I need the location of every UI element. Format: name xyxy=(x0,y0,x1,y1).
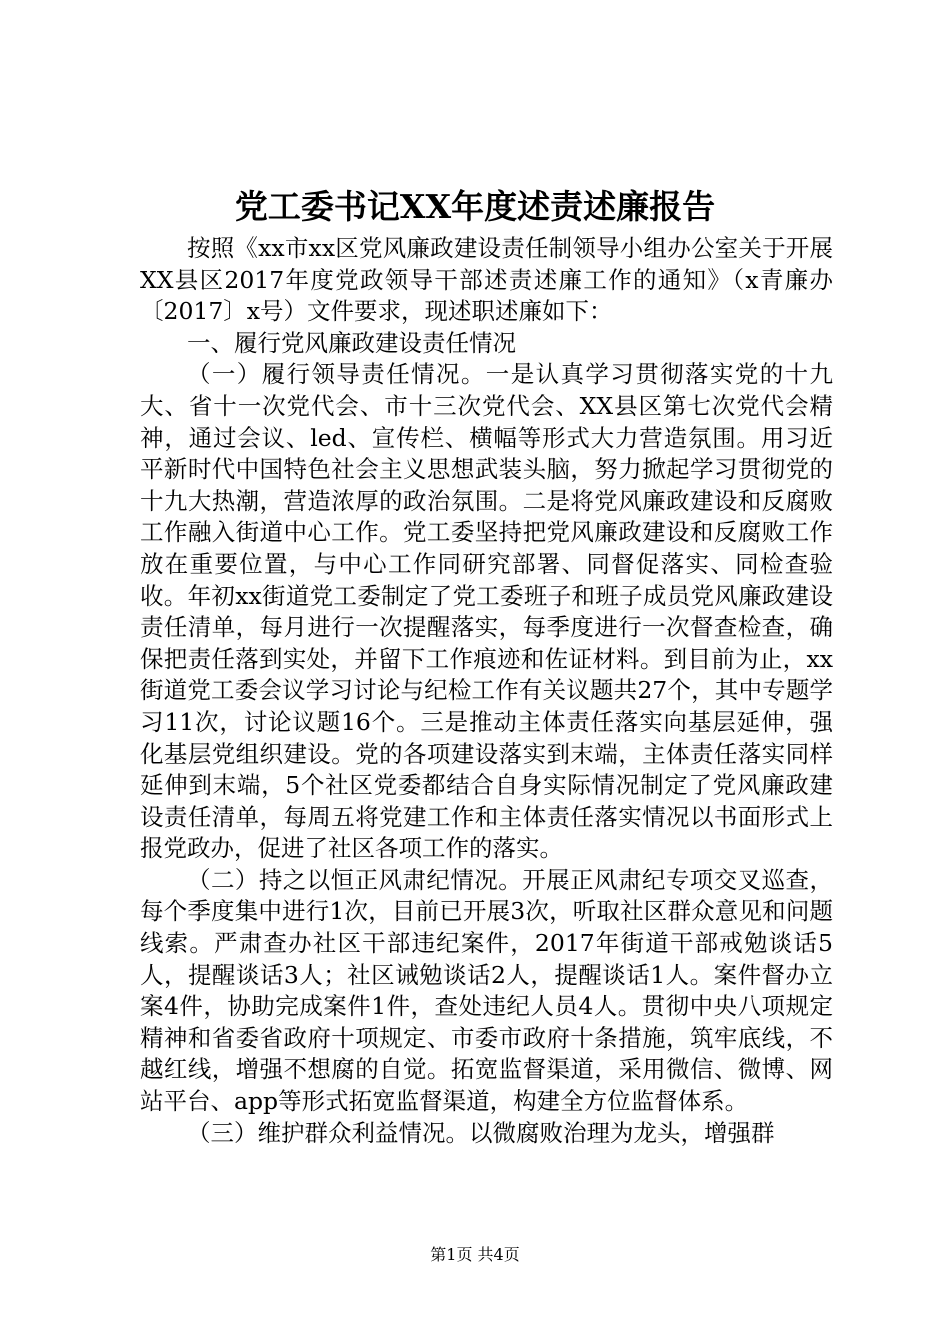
subsection-paragraph-1: （一）履行领导责任情况。一是认真学习贯彻落实党的十九大、省十一次党代会、市十三次党代会、XX县区第七次党代会精神，通过会议、led、宣传栏、横幅等形式大力营造氛围。用习近平新时代中国特色社会主义思想武装头脑，努力掀起学习贯彻党的十九大热潮，营造浓厚的政治氛围。二是将党风廉政建设和反腐败工作融入街道中心工作。党工委坚持把党风廉政建设和反腐败工作放在重要位置，与中心工作同研究部署、同督促落实、同检查验收。年初xx街道党工委制定了党工委班子和班子成员党风廉政建设责任清单，每月进行一次提醒落实，每季度进行一次督查检查，确保把责任落到实处，并留下工作痕迹和佐证材料。到目前为止，xx街道党工委会议学习讨论与纪检工作有关议题共27个，其中专题学习11次，讨论议题16个。三是推动主体责任落实向基层延伸，强化基层党组织建设。党的各项建设落实到末端，主体责任落实同样延伸到末端，5个社区党委都结合自身实际情况制定了党风廉政建设责任清单，每周五将党建工作和主体责任落实情况以书面形式上报党政办，促进了社区各项工作的落实。 xyxy=(140,360,833,863)
subsection-paragraph-3: （三）维护群众利益情况。以微腐败治理为龙头，增强群 xyxy=(187,1118,775,1147)
document-body xyxy=(140,233,833,1149)
document-title: 党工委书记XX年度述责述廉报告 xyxy=(234,187,716,226)
intro-paragraph: 按照《xx市xx区党风廉政建设责任制领导小组办公室关于开展XX县区2017年度党政领导干部述责述廉工作的通知》（x青廉办〔2017〕x号）文件要求，现述职述廉如下： xyxy=(140,234,833,326)
subsection-paragraph-2: （二）持之以恒正风肃纪情况。开展正风肃纪专项交叉巡查，每个季度集中进行1次，目前已开展3次，听取社区群众意见和问题线索。严肃查办社区干部违纪案件，2017年街道干部戒勉谈话5人，提醒谈话3人；社区诫勉谈话2人，提醒谈话1人。案件督办立案4件，协助完成案件1件，查处违纪人员4人。贯彻中央八项规定精神和省委省政府十项规定、市委市政府十条措施，筑牢底线，不越红线，增强不想腐的自觉。拓宽监督渠道，采用微信、微博、网站平台、app等形式拓宽监督渠道，构建全方位监督体系。 xyxy=(140,865,833,1116)
page-number-footer: 第1页 共4页 xyxy=(430,1245,520,1264)
section-heading-1: 一、履行党风廉政建设责任情况 xyxy=(187,328,516,357)
